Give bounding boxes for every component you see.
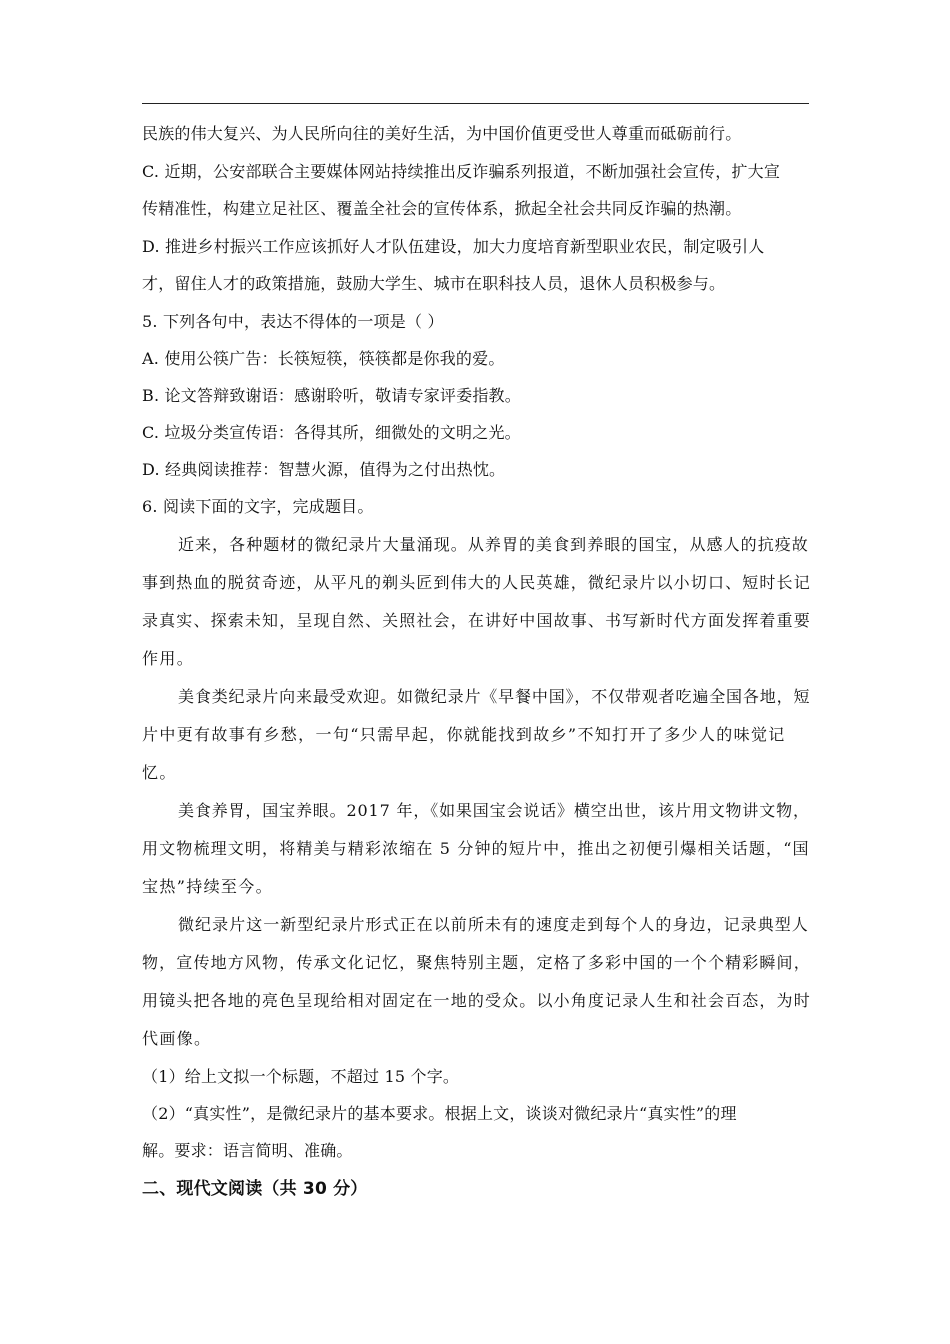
- section-2-heading: 二、现代文阅读（共 30 分）: [142, 1179, 368, 1199]
- question-5-option-a: A. 使用公筷广告：长筷短筷，筷筷都是你我的爱。: [142, 349, 505, 368]
- passage-line: 美食类纪录片向来最受欢迎。如微纪录片《早餐中国》，不仅带观者吃遍全国各地，短: [178, 687, 811, 706]
- continuation-line: 民族的伟大复兴、为人民所向往的美好生活，为中国价值更受世人尊重而砥砺前行。: [142, 124, 742, 143]
- question-6-stem: 6. 阅读下面的文字，完成题目。: [142, 497, 374, 516]
- question-6-sub-1: （1）给上文拟一个标题，不超过 15 个字。: [142, 1067, 460, 1086]
- passage-line: 片中更有故事有乡愁，一句“只需早起，你就能找到故乡”不知打开了多少人的味觉记: [142, 725, 786, 744]
- option-d-line-1: D. 推进乡村振兴工作应该抓好人才队伍建设，加大力度培育新型职业农民，制定吸引人: [142, 237, 765, 256]
- question-6-sub-2-line-1: （2）“真实性”，是微纪录片的基本要求。根据上文，谈谈对微纪录片“真实性”的理: [142, 1104, 737, 1123]
- passage-line: 微纪录片这一新型纪录片形式正在以前所未有的速度走到每个人的身边，记录典型人: [178, 915, 809, 934]
- passage-line: 录真实、探索未知，呈现自然、关照社会，在讲好中国故事、书写新时代方面发挥着重要: [142, 611, 811, 630]
- passage-line: 作用。: [142, 649, 195, 668]
- passage-line: 近来，各种题材的微纪录片大量涌现。从养胃的美食到养眼的国宝，从感人的抗疫故: [178, 535, 809, 554]
- option-d-line-2: 才，留住人才的政策措施，鼓励大学生、城市在职科技人员，退休人员积极参与。: [142, 274, 726, 293]
- passage-line: 代画像。: [142, 1029, 212, 1048]
- question-5-option-b: B. 论文答辩致谢语：感谢聆听，敬请专家评委指教。: [142, 386, 521, 405]
- question-5-option-d: D. 经典阅读推荐：智慧火源，值得为之付出热忱。: [142, 460, 506, 479]
- passage-line: 美食养胃，国宝养眼。2017 年，《如果国宝会说话》横空出世，该片用文物讲文物，: [178, 801, 810, 820]
- option-c-line-1: C. 近期，公安部联合主要媒体网站持续推出反诈骗系列报道，不断加强社会宣传，扩大宣: [142, 162, 781, 181]
- header-rule: [142, 103, 809, 104]
- passage-line: 事到热血的脱贫奇迹，从平凡的剃头匠到伟大的人民英雄，微纪录片以小切口、短时长记: [142, 573, 811, 592]
- passage-line: 忆。: [142, 763, 177, 782]
- passage-line: 宝热”持续至今。: [142, 877, 273, 896]
- passage-line: 用镜头把各地的亮色呈现给相对固定在一地的受众。以小角度记录人生和社会百态，为时: [142, 991, 811, 1010]
- question-5-option-c: C. 垃圾分类宣传语：各得其所，细微处的文明之光。: [142, 423, 521, 442]
- passage-line: 物，宣传地方风物，传承文化记忆，聚焦特别主题，定格了多彩中国的一个个精彩瞬间，: [142, 953, 811, 972]
- option-c-line-2: 传精准性，构建立足社区、覆盖全社会的宣传体系，掀起全社会共同反诈骗的热潮。: [142, 199, 742, 218]
- question-6-sub-2-line-2: 解。要求：语言简明、准确。: [142, 1141, 353, 1160]
- question-5-stem: 5. 下列各句中，表达不得体的一项是（ ）: [142, 312, 444, 331]
- passage-line: 用文物梳理文明，将精美与精彩浓缩在 5 分钟的短片中，推出之初便引爆相关话题，“国: [142, 839, 810, 858]
